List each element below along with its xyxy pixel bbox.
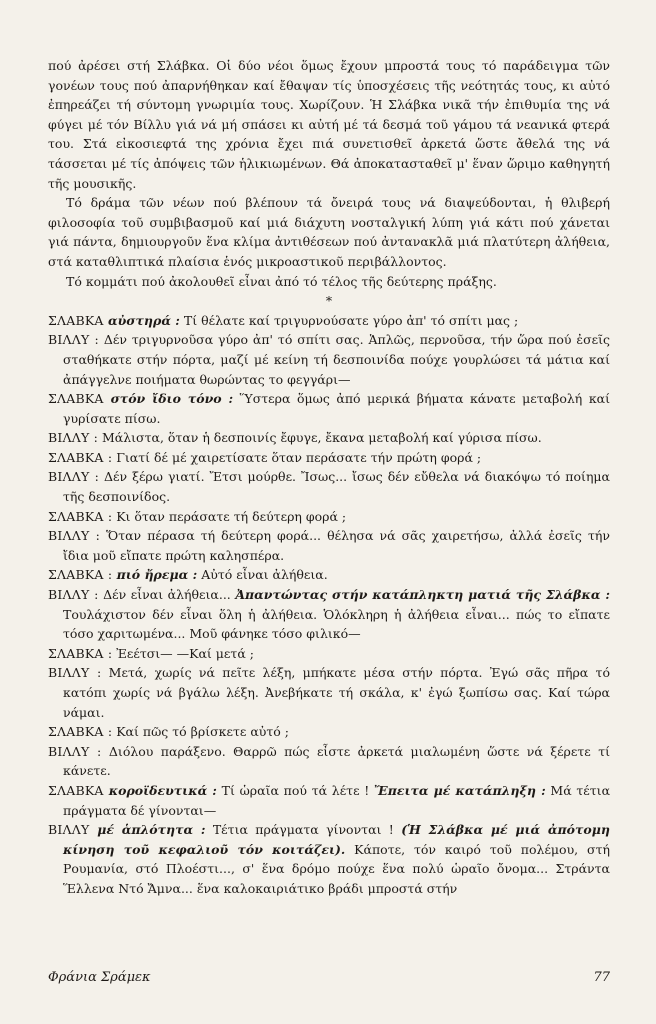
paragraph-1: πού ἀρέσει στή Σλάβκα. Οἱ δύο νέοι ὅμως ἔχουν μπροστά τους τό παράδειγμα τῶν γονέων τους πού ἀπαρνήθηκαν καί ἔθαψαν τίς ὑποσχέσεις τῆς νεότητάς τους, κι αὐτό ἐπηρεάζει τή σύντομη γνωριμία τους. Χωρίζουν. Ἡ Σλάβκα νικᾶ τήν ἐπιθυμία της νά φύγει μέ τόν Βίλλυ γιά νά μή σπάσει κι αὐτή μέ τά δεσμά τοῦ γάμου τά νεανικά φτερά του. Στά εἰκοσιεφτά της χρόνια ἔχει πιά συνετισθεῖ ἀρκετά ὥστε ἄθελά της νά τάσσεται μέ τίς ἀπόψεις τῶν ἡλικιωμένων. Θά ἀποκατασταθεῖ μ' ἕναν ὥριμο καθηγητή τῆς μουσικῆς. bbox=[48, 58, 610, 191]
spoken-text: Γιατί δέ μέ χαιρετίσατε ὅταν περάσατε τήν πρώτη φορά ; bbox=[112, 449, 482, 465]
dialogue-line bbox=[48, 742, 610, 781]
speaker-name: ΒΙΛΛΥ : bbox=[48, 528, 101, 544]
stage-direction: (Ἡ Σλάβκα μέ μιά ἀπότομη κίνηση τοῦ κεφαλιοῦ τόν κοιτάζει). bbox=[63, 822, 610, 857]
dialogue-line bbox=[48, 448, 610, 468]
dialogue-line bbox=[48, 428, 610, 448]
speaker-name: ΒΙΛΛΥ : bbox=[48, 332, 99, 348]
page-number: 77 bbox=[593, 970, 610, 985]
spoken-text: Δέν τριγυρνοῦσα γύρο ἀπ' τό σπίτι σας. Ἁπλῶς, περνοῦσα, τήν ὥρα πού ἐσεῖς σταθήκατε στήν πόρτα, μαζί μέ κείνη τή δεσποινίδα πούχε γουρλώσει τά μάτια καί ἀπάγγελνε ποιήματα θωρώντας το φεγγάρι— bbox=[63, 332, 610, 387]
stage-direction: πιό ἤρεμα : bbox=[112, 567, 198, 583]
spoken-text: Ὅταν πέρασα τή δεύτερη φορά... θέλησα νά σᾶς χαιρετήσω, ἀλλά ἐσεῖς τήν ἴδια μοῦ εἴπατε πρώτη καλησπέρα. bbox=[63, 528, 610, 563]
dialogue-line bbox=[48, 585, 610, 644]
spoken-text: Τί θέλατε καί τριγυρνούσατε γύρο ἀπ' τό σπίτι μας ; bbox=[179, 312, 519, 328]
spoken-text: Τουλάχιστον δέν εἶναι ὅλη ἡ ἀλήθεια. Ὁλόκληρη ἡ ἀλήθεια εἶναι... πώς το εἴπατε τόσο χαριτωμένα... Μοῦ φάνηκε τόσο φιλικό— bbox=[63, 606, 610, 642]
spoken-text: Αὐτό εἶναι ἀλήθεια. bbox=[197, 567, 328, 583]
dialogue-line bbox=[48, 467, 610, 506]
dialogue-line bbox=[48, 722, 610, 742]
speaker-name: ΒΙΛΛΥ : bbox=[48, 430, 99, 446]
document-body bbox=[48, 56, 610, 899]
spoken-text: Κάποτε, τόν καιρό τοῦ πολέμου, στή Ρουμανία, στό Πλοέστι..., σ' ἕνα δρόμο πούχε ἕνα πολύ ὡραῖο ὄνομα... Στράντα Ἕλλενα Ντό Ἄμνα... ἕνα καλοκαιριάτικο βράδι μπροστά στήν bbox=[63, 841, 610, 896]
stage-direction: Ἀπαντώντας στήν κατάπληκτη ματιά τῆς Σλάβκα : bbox=[235, 587, 611, 603]
spoken-text: Δέν ξέρω γιατί. Ἔτσι μούρθε. Ἴσως... ἴσως δέν εὔθελα νά διακόψω τό ποίημα τῆς δεσποινίδος. bbox=[63, 469, 610, 505]
speaker-name: ΒΙΛΛΥ : bbox=[48, 665, 102, 681]
speaker-name: ΒΙΛΛΥ bbox=[48, 822, 90, 838]
speaker-name: ΒΙΛΛΥ : bbox=[48, 743, 102, 759]
dialogue-line bbox=[48, 526, 610, 565]
section-separator: * bbox=[325, 293, 333, 309]
dialogue-line bbox=[48, 781, 610, 820]
dialogue-line bbox=[48, 507, 610, 527]
spoken-text: Ἐεέτσι— —Καί μετά ; bbox=[112, 645, 254, 661]
page-footer bbox=[48, 970, 610, 985]
speaker-name: ΣΛΑΒΚΑ : bbox=[48, 567, 113, 583]
dialogue-block bbox=[48, 311, 610, 899]
speaker-name: ΣΛΑΒΚΑ bbox=[48, 312, 104, 328]
spoken-text: Διόλου παράξενο. Θαρρῶ πώς εἶστε ἀρκετά μιαλωμένη ὥστε νά ξέρετε τί κάνετε. bbox=[63, 743, 611, 779]
spoken-text: Μά τέτια πράγματα δέ γίνονται— bbox=[63, 782, 611, 818]
dialogue-line bbox=[48, 644, 610, 664]
dialogue-line bbox=[48, 820, 610, 898]
stage-direction: κοροϊδευτικά : bbox=[103, 782, 217, 798]
speaker-name: ΣΛΑΒΚΑ : bbox=[48, 449, 113, 465]
spoken-text: Τέτια πράγματα γίνονται ! bbox=[205, 822, 402, 838]
stage-direction: στόν ἴδιο τόνο : bbox=[103, 391, 234, 407]
stage-direction: μέ ἁπλότητα : bbox=[89, 822, 206, 838]
spoken-text: Τί ὡραῖα πού τά λέτε ! bbox=[216, 782, 375, 798]
spoken-text: Καί πῶς τό βρίσκετε αὐτό ; bbox=[112, 724, 289, 740]
spoken-text: Κι ὅταν περάσατε τή δεύτερη φορά ; bbox=[112, 508, 347, 524]
dialogue-line bbox=[48, 311, 610, 331]
speaker-name: ΣΛΑΒΚΑ : bbox=[48, 724, 113, 740]
stage-direction: Ἔπειτα μέ κατάπληξη : bbox=[374, 782, 546, 798]
spoken-text: Μάλιστα, ὅταν ἡ δεσποινίς ἔφυγε, ἔκανα μεταβολή καί γύρισα πίσω. bbox=[98, 430, 542, 446]
footer-author: Φράνια Σράμεκ bbox=[48, 970, 151, 985]
dialogue-line bbox=[48, 389, 610, 428]
speaker-name: ΒΙΛΛΥ : bbox=[48, 587, 99, 603]
speaker-name: ΣΛΑΒΚΑ : bbox=[48, 645, 113, 661]
speaker-name: ΒΙΛΛΥ : bbox=[48, 469, 100, 485]
dialogue-line bbox=[48, 565, 610, 585]
dialogue-line bbox=[48, 663, 610, 722]
paragraph-3: Τό κομμάτι πού ἀκολουθεῖ εἶναι ἀπό τό τέλος τῆς δεύτερης πράξης. bbox=[66, 273, 497, 289]
speaker-name: ΣΛΑΒΚΑ bbox=[48, 782, 104, 798]
stage-direction: αὐστηρά : bbox=[103, 312, 180, 328]
spoken-text: Μετά, χωρίς νά πεῖτε λέξη, μπήκατε μέσα στήν πόρτα. Ἐγώ σᾶς πῆρα τό κατόπι χωρίς νά βγάλω λέξη. Ἀνεβήκατε τή σκάλα, κ' ἐγώ ξωπίσω σας. Καί τώρα νάμαι. bbox=[63, 665, 610, 720]
paragraph-2: Τό δράμα τῶν νέων πού βλέπουν τά ὄνειρά τους νά διαψεύδονται, ἡ θλιβερή φιλοσοφία τοῦ συμβιβασμοῦ καί μιά διάχυτη νοσταλγική λύπη γιά κάτι πού χάνεται γιά πάντα, δημιουργοῦν ἕνα κλίμα ἀντιθέσεων πού ἀντανακλᾶ μιά πλατύτερη ἀλήθεια, στά καταθλιπτικά πλαίσια ἑνός μικροαστικοῦ περιβάλλοντος. bbox=[48, 195, 610, 269]
speaker-name: ΣΛΑΒΚΑ bbox=[48, 391, 104, 407]
speaker-name: ΣΛΑΒΚΑ : bbox=[48, 508, 113, 524]
spoken-text: Δέν εἶναι ἀλήθεια... bbox=[98, 587, 236, 603]
spoken-text: Ὕστερα ὅμως ἀπό μερικά βήματα κάνατε μεταβολή καί γυρίσατε πίσω. bbox=[63, 391, 610, 426]
dialogue-line bbox=[48, 330, 610, 389]
